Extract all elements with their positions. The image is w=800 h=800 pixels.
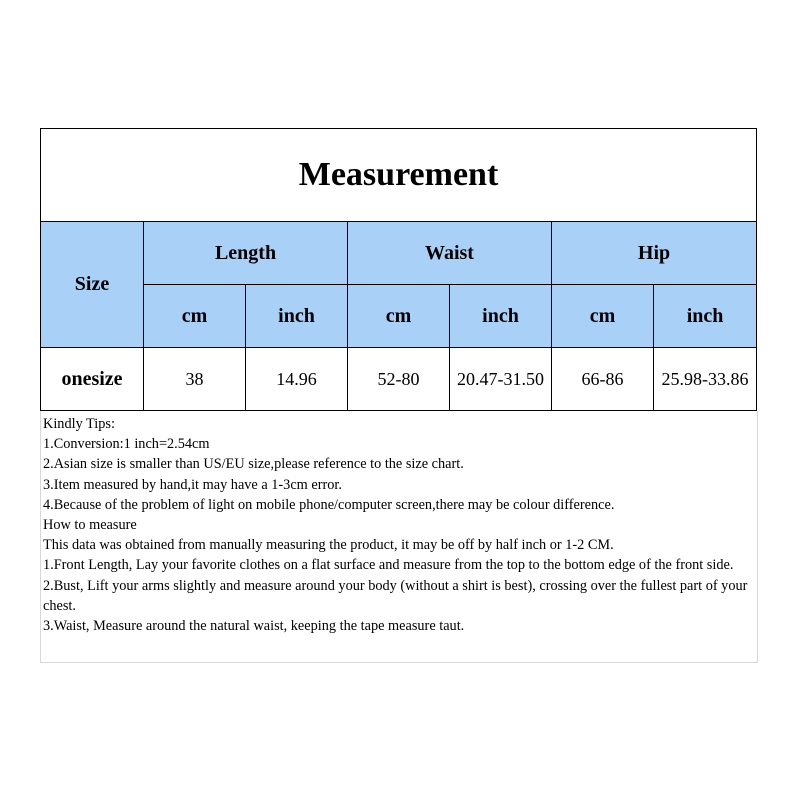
value-cell: 38 (144, 348, 246, 411)
size-chart (40, 128, 756, 663)
group-header-waist: Waist (348, 222, 552, 285)
tip-line: This data was obtained from manually measuring the product, it may be off by half inch or 1-2 CM. (43, 537, 614, 554)
tip-line: 1.Conversion:1 inch=2.54cm (43, 436, 210, 453)
value-cell: 25.98-33.86 (654, 348, 757, 411)
value-cell: 52-80 (348, 348, 450, 411)
tip-line: 3.Item measured by hand,it may have a 1-3cm error. (43, 476, 342, 493)
table-row (41, 348, 757, 411)
tip-line: 4.Because of the problem of light on mobile phone/computer screen,there may be colour difference. (43, 496, 615, 513)
unit-header: inch (450, 285, 552, 348)
size-header: Size (41, 222, 144, 348)
value-cell: 14.96 (246, 348, 348, 411)
kindly-tips (40, 411, 758, 663)
value-cell: 20.47-31.50 (450, 348, 552, 411)
size-table (40, 128, 757, 411)
value-cell: 66-86 (552, 348, 654, 411)
group-header-hip: Hip (552, 222, 757, 285)
unit-header: inch (246, 285, 348, 348)
tip-line: 1.Front Length, Lay your favorite clothes on a flat surface and measure from the top to the bottom edge of the front side. (43, 557, 734, 574)
tip-line: 3.Waist, Measure around the natural waist, keeping the tape measure taut. (43, 618, 465, 635)
tip-line: 2.Bust, Lift your arms slightly and measure around your body (without a shirt is best), crossing over the fullest part of your chest. (43, 577, 748, 614)
unit-header: cm (552, 285, 654, 348)
unit-header: inch (654, 285, 757, 348)
tips-heading: Kindly Tips: (43, 416, 115, 432)
tip-line: 2.Asian size is smaller than US/EU size,please reference to the size chart. (43, 456, 464, 473)
unit-header: cm (144, 285, 246, 348)
unit-header: cm (348, 285, 450, 348)
size-cell: onesize (41, 348, 144, 411)
chart-title: Measurement (41, 129, 757, 222)
group-header-length: Length (144, 222, 348, 285)
how-to-measure-heading: How to measure (43, 517, 137, 534)
